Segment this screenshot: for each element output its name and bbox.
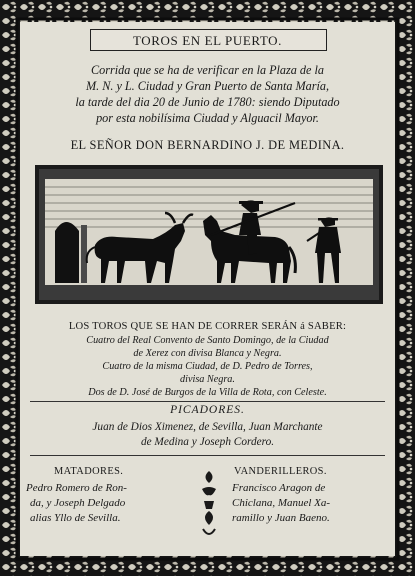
bulls-heading: LOS TOROS QUE SE HAN DE CORRER SERÁN á SABER: [68, 321, 347, 332]
picadores-line: Juan de Dios Ximenez, de Sevilla, Juan Marchante [92, 421, 323, 433]
bull-line: Cuatro de la misma Ciudad, de D. Pedro de Torres, [102, 361, 313, 372]
woodcut-illustration [35, 165, 383, 304]
bull-line: Dos de D. José de Burgos de la Villa de Rota, con Celeste. [88, 387, 327, 398]
matadores-line: alias Yllo de Sevilla. [30, 512, 121, 524]
picadores-line: de Medina y Joseph Cordero. [140, 436, 275, 448]
bull-line: de Xerez con divisa Blanca y Negra. [133, 348, 282, 359]
divider [30, 455, 385, 456]
diputado-name: EL SEÑOR DON BERNARDINO J. DE MEDINA. [70, 138, 345, 152]
matadores-heading: MATADORES. [54, 466, 124, 477]
bull-line: Cuatro del Real Convento de Santo Domingo, de la Ciudad [86, 335, 329, 346]
vanderilleros-line: ramillo y Juan Baeno. [232, 512, 330, 524]
intro-line: por esta nobilísima Ciudad y Alguacil Mayor. [96, 111, 319, 125]
intro-line: la tarde del dia 20 de Junio de 1780: siendo Diputado [75, 95, 340, 109]
bull-line: divisa Negra. [180, 374, 235, 385]
vanderilleros-heading: VANDERILLEROS. [234, 466, 327, 477]
vanderilleros-line: Chiclana, Manuel Xa- [232, 497, 331, 509]
picadores-heading: PICADORES. [170, 404, 245, 416]
intro-line: Corrida que se ha de verificar en la Plaza de la [91, 63, 324, 77]
poster-title: TOROS EN EL PUERTO. [132, 33, 283, 48]
poster-paper [20, 22, 395, 556]
center-ornament [198, 469, 220, 543]
matadores-line: Pedro Romero de Ron- [26, 482, 127, 494]
matadores-line: da, y Joseph Delgado [30, 497, 126, 509]
vanderilleros-line: Francisco Aragon de [232, 482, 326, 494]
arched-doorway [55, 222, 87, 283]
divider [30, 401, 385, 402]
intro-line: M. N. y L. Ciudad y Gran Puerto de Santa María, [85, 79, 330, 93]
